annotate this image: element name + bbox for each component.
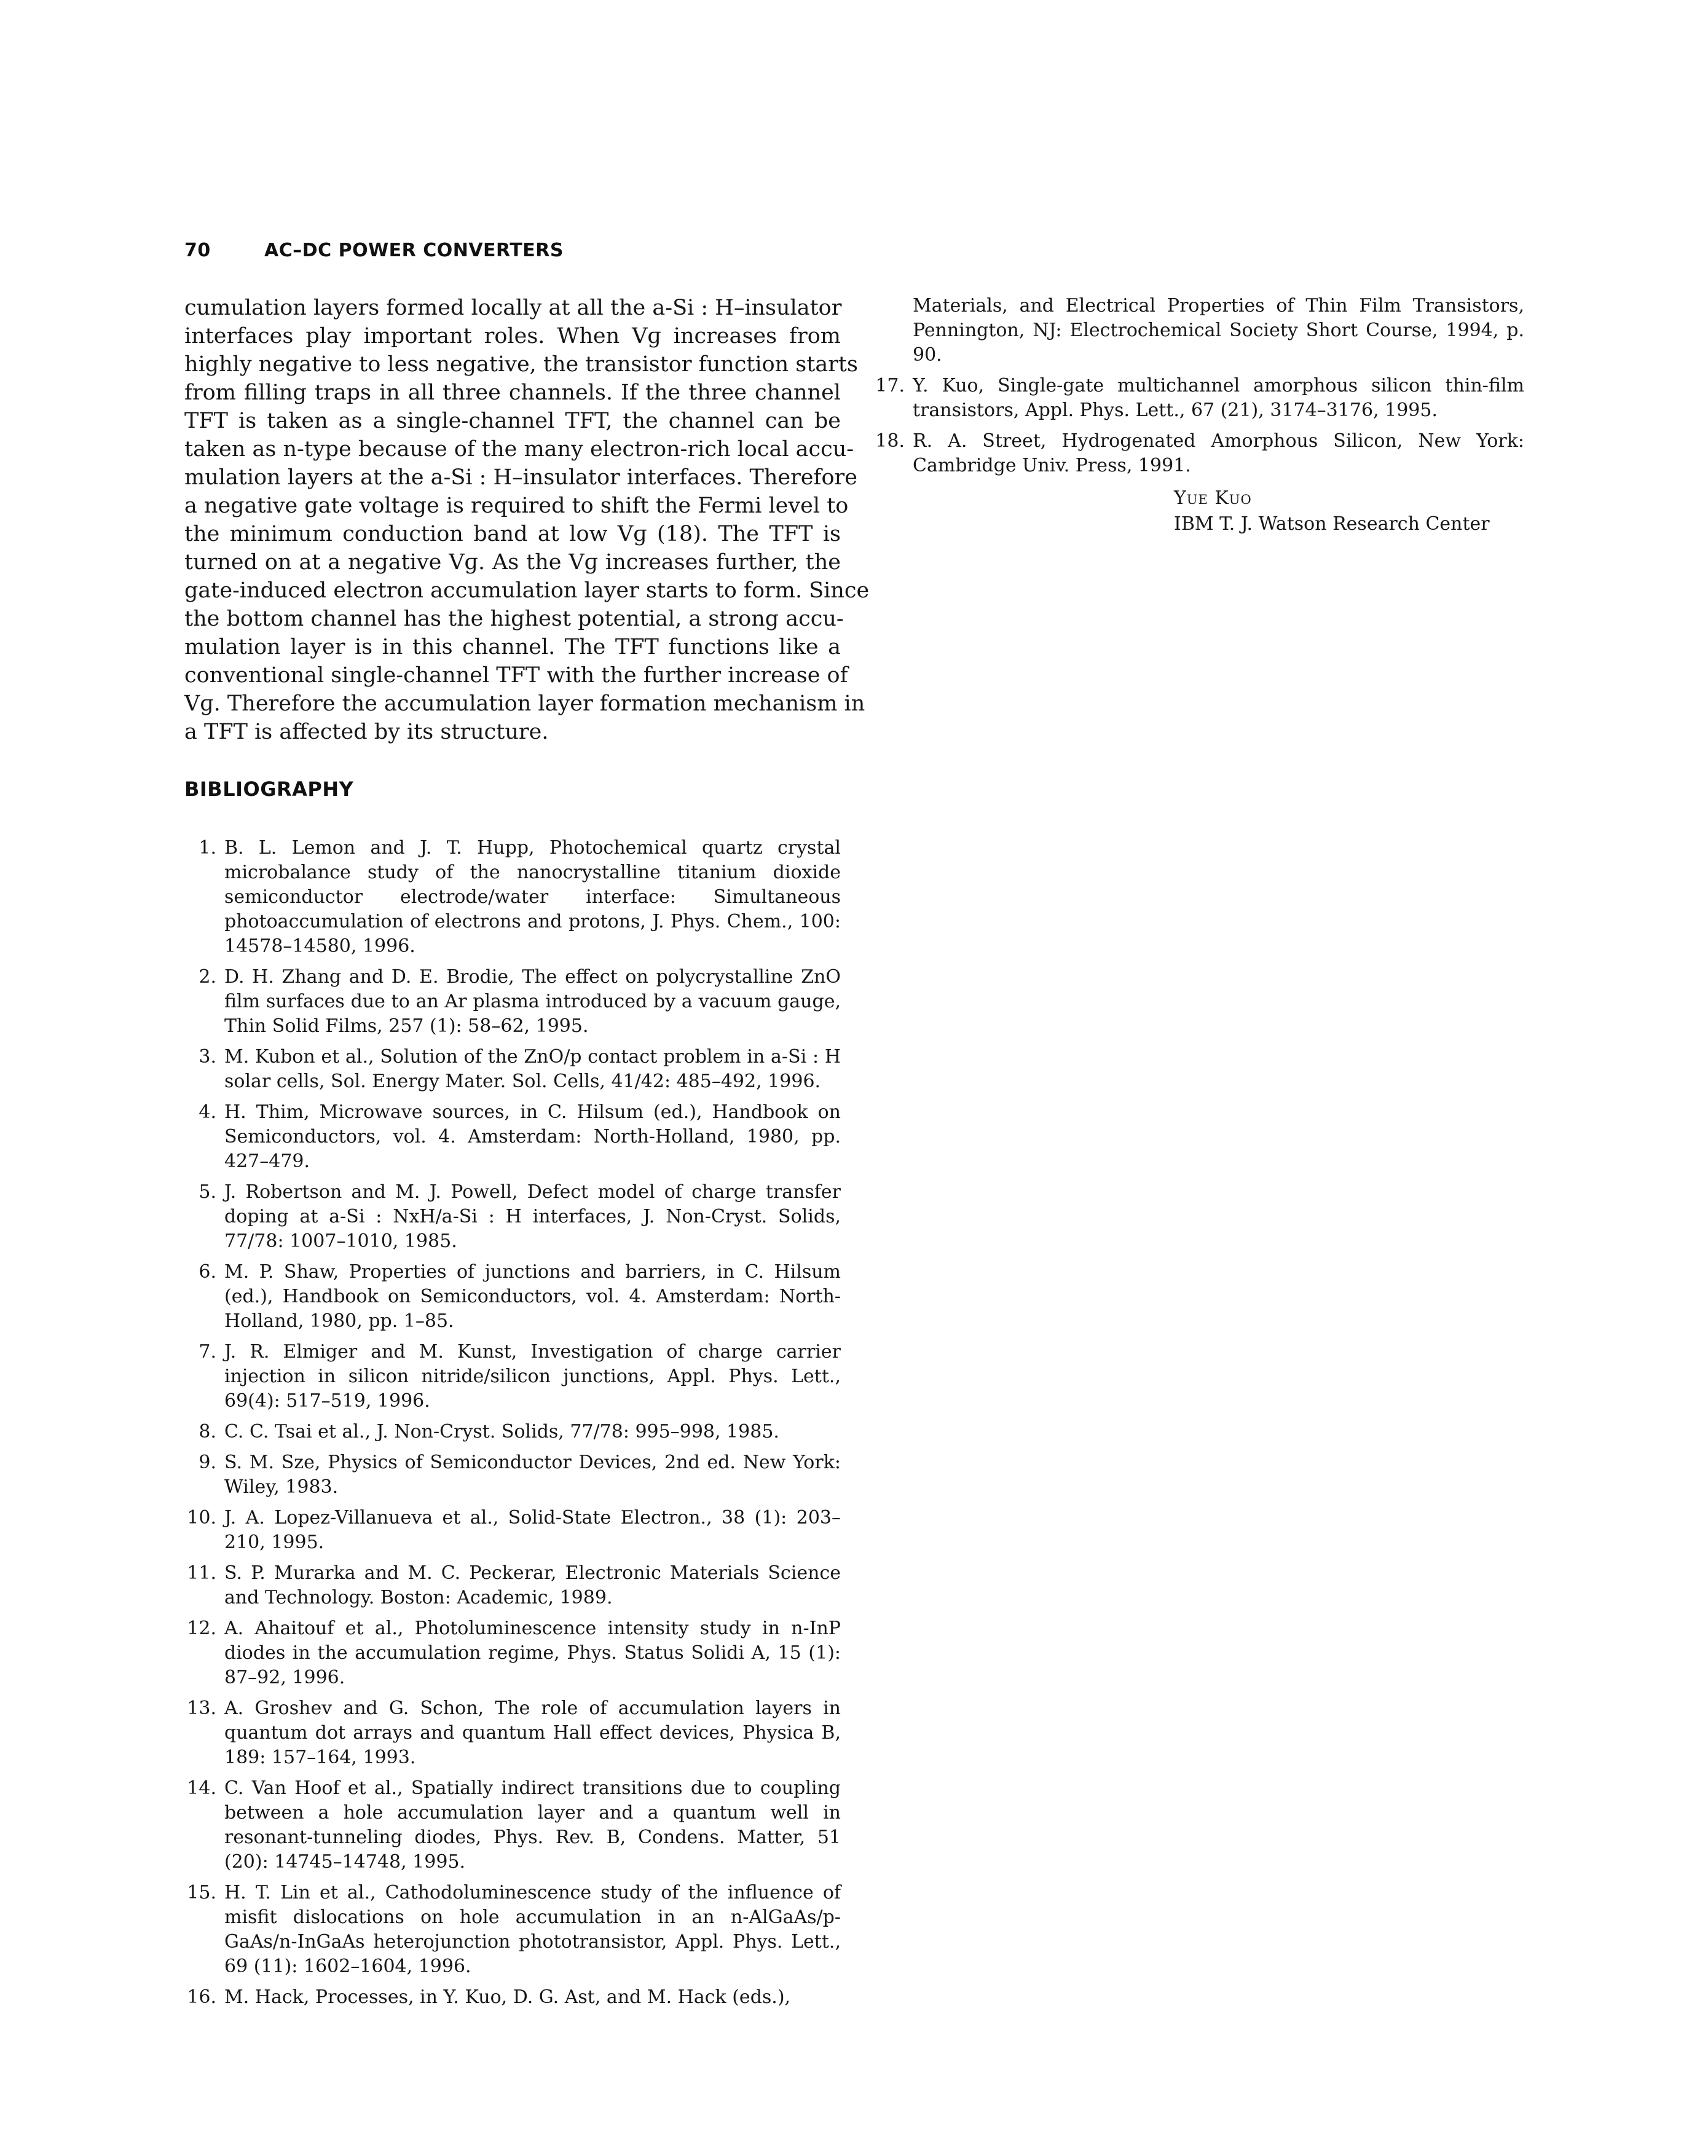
- text-line: mulation layers at the a-Si : H–insulator interfaces. Therefore: [184, 465, 857, 490]
- reference-item: [184, 1616, 841, 1690]
- reference-number: 17.: [875, 375, 905, 396]
- reference-item: [184, 1696, 841, 1770]
- bibliography-list-right: [873, 294, 1524, 484]
- reference-text: A. Groshev and G. Schon, The role of accumulation layers in quantum dot arrays and quantum Hall effect devices, Physica B, 189: 157–164, 1993.: [224, 1698, 841, 1768]
- reference-text: M. Kubon et al., Solution of the ZnO/p contact problem in a-Si : H solar cells, Sol. Energy Mater. Sol. Cells, 41/42: 485–492, 1996.: [224, 1046, 841, 1092]
- reference-text: C. Van Hoof et al., Spatially indirect transitions due to coupling between a hole accumulation layer and a quantum well in resonant-tunneling diodes, Phys. Rev. B, Condens. Matter, 51 (20): 14745–14748, 1995.: [224, 1777, 841, 1873]
- reference-text: J. A. Lopez-Villanueva et al., Solid-State Electron., 38 (1): 203–210, 1995.: [224, 1507, 841, 1553]
- reference-number: 3.: [199, 1046, 216, 1068]
- reference-text: M. Hack, Processes, in Y. Kuo, D. G. Ast, and M. Hack (eds.),: [224, 1986, 791, 2008]
- text-line: the minimum conduction band at low Vɡ (18). The TFT is: [184, 522, 841, 546]
- text-line: turned on at a negative Vɡ. As the Vɡ increases further, the: [184, 550, 841, 575]
- text-line: from filling traps in all three channels. If the three channel: [184, 380, 841, 405]
- reference-item: [184, 1045, 841, 1094]
- text-line: a TFT is affected by its structure.: [184, 720, 549, 744]
- reference-item: [184, 1985, 841, 2010]
- text-line: taken as n-type because of the many electron-rich local accu-: [184, 437, 854, 462]
- text-line: gate-induced electron accumulation layer starts to form. Since: [184, 578, 870, 603]
- reference-item: [184, 1450, 841, 1500]
- reference-number: 9.: [199, 1452, 216, 1473]
- reference-text: A. Ahaitouf et al., Photoluminescence intensity study in n-InP diodes in the accumulation regime, Phys. Status Solidi A, 15 (1): 87–92, 1996.: [224, 1618, 841, 1688]
- text-line: TFT is taken as a single-channel TFT, the channel can be: [184, 409, 841, 433]
- text-line: the bottom channel has the highest potential, a strong accu-: [184, 607, 844, 631]
- reference-item: [184, 1180, 841, 1254]
- reference-item: [184, 1100, 841, 1174]
- author-signature: [1174, 486, 1490, 537]
- page-number: 70: [184, 240, 211, 261]
- reference-number: 12.: [187, 1618, 216, 1639]
- reference-number: 18.: [875, 430, 905, 452]
- text-line: cumulation layers formed locally at all the a-Si : H–insulator: [184, 296, 842, 320]
- reference-item: [184, 1260, 841, 1334]
- reference-text: M. P. Shaw, Properties of junctions and barriers, in C. Hilsum (ed.), Handbook on Semiconductors, vol. 4. Amsterdam: North-Holland, 1980, pp. 1–85.: [224, 1261, 841, 1332]
- reference-item: [184, 836, 841, 959]
- reference-text: H. Thim, Microwave sources, in C. Hilsum (ed.), Handbook on Semiconductors, vol. 4. Amsterdam: North-Holland, 1980, pp. 427–479.: [224, 1101, 841, 1172]
- reference-number: 6.: [199, 1261, 216, 1283]
- text-line: interfaces play important roles. When Vɡ increases from: [184, 324, 841, 348]
- reference-item: [184, 1881, 841, 1979]
- reference-text: B. L. Lemon and J. T. Hupp, Photochemical quartz crystal microbalance study of the nanocrystalline titanium dioxide semiconductor electrode/water interface: Simultaneous photoaccumulation of electrons and protons, J. Phys. Chem., 100: 14578–14580, 1996.: [224, 837, 841, 957]
- reference-text: D. H. Zhang and D. E. Brodie, The effect on polycrystalline ZnO film surfaces due to an Ar plasma introduced by a vacuum gauge, Thin Solid Films, 257 (1): 58–62, 1995.: [224, 966, 841, 1037]
- reference-text: R. A. Street, Hydrogenated Amorphous Silicon, New York: Cambridge Univ. Press, 1991.: [913, 430, 1524, 476]
- reference-text: S. P. Murarka and M. C. Peckerar, Electronic Materials Science and Technology. Boston: Academic, 1989.: [224, 1562, 841, 1608]
- text-line: Vɡ. Therefore the accumulation layer formation mechanism in: [184, 691, 865, 716]
- body-column-left: [184, 294, 870, 746]
- bibliography-heading: BIBLIOGRAPHY: [184, 777, 354, 801]
- reference-text: C. C. Tsai et al., J. Non-Cryst. Solids, 77/78: 995–998, 1985.: [224, 1421, 779, 1442]
- reference-item: [184, 1506, 841, 1555]
- reference-item: [184, 1561, 841, 1610]
- text-line: conventional single-channel TFT with the further increase of: [184, 663, 848, 688]
- reference-text: S. M. Sze, Physics of Semiconductor Devices, 2nd ed. New York: Wiley, 1983.: [224, 1452, 841, 1498]
- reference-item: [184, 1776, 841, 1875]
- reference-number: 2.: [199, 966, 216, 988]
- text-line: highly negative to less negative, the transistor function starts: [184, 352, 858, 377]
- reference-number: 11.: [187, 1562, 216, 1584]
- reference-number: 13.: [187, 1698, 216, 1719]
- reference-number: 14.: [187, 1777, 216, 1799]
- reference-number: 10.: [187, 1507, 216, 1528]
- body-paragraph: [184, 294, 870, 746]
- reference-number: 16.: [187, 1986, 216, 2008]
- reference-item: [873, 374, 1524, 423]
- reference-text: J. Robertson and M. J. Powell, Defect model of charge transfer doping at a-Si : NxH/a-Si : H interfaces, J. Non-Cryst. Solids, 77/78: 1007–1010, 1985.: [224, 1181, 841, 1252]
- text-line: mulation layer is in this channel. The TFT functions like a: [184, 635, 841, 659]
- reference-number: 7.: [199, 1341, 216, 1363]
- reference-text: H. T. Lin et al., Cathodoluminescence study of the influence of misfit dislocations on hole accumulation in an n-AlGaAs/p-GaAs/n-InGaAs heterojunction phototransistor, Appl. Phys. Lett., 69 (11): 1602–1604, 1996.: [224, 1882, 841, 1977]
- reference-continuation: Materials, and Electrical Properties of Thin Film Transistors, Pennington, NJ: Electrochemical Society Short Course, 1994, p. 90.: [913, 295, 1524, 366]
- reference-number: 8.: [199, 1421, 216, 1442]
- running-header: [184, 240, 564, 261]
- reference-item: [184, 1340, 841, 1414]
- running-title: AC–DC POWER CONVERTERS: [264, 240, 564, 261]
- author-affiliation: IBM T. J. Watson Research Center: [1174, 513, 1490, 535]
- author-name: Yue Kuo: [1174, 487, 1252, 509]
- reference-text: J. R. Elmiger and M. Kunst, Investigation of charge carrier injection in silicon nitride/silicon junctions, Appl. Phys. Lett., 69(4): 517–519, 1996.: [224, 1341, 841, 1412]
- reference-item: [184, 965, 841, 1039]
- reference-item: [873, 429, 1524, 478]
- text-line: a negative gate voltage is required to shift the Fermi level to: [184, 494, 849, 518]
- reference-number: 5.: [199, 1181, 216, 1203]
- reference-item: [184, 1420, 841, 1444]
- reference-number: 15.: [187, 1882, 216, 1903]
- bibliography-list-left: [184, 836, 841, 2016]
- reference-text: Y. Kuo, Single-gate multichannel amorphous silicon thin-film transistors, Appl. Phys. Lett., 67 (21), 3174–3176, 1995.: [913, 375, 1524, 421]
- reference-number: 4.: [199, 1101, 216, 1123]
- reference-number: 1.: [199, 837, 216, 859]
